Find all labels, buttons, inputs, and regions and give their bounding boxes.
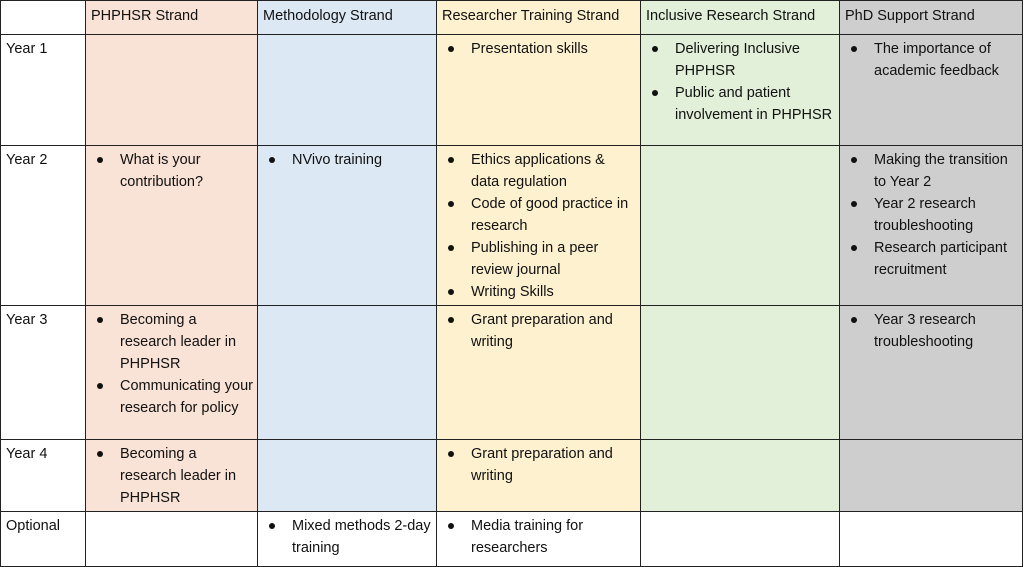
cell-researcher-training (437, 35, 641, 146)
cell-methodology (258, 306, 437, 440)
header-methodology-strand: Methodology Strand (258, 1, 437, 35)
bullet-list (442, 515, 636, 559)
cell-inclusive-research (641, 440, 840, 512)
list-item: Public and patient involvement in PHPHSR (646, 82, 835, 126)
list-item: Research participant recruitment (845, 237, 1018, 281)
row-label: Year 4 (1, 440, 86, 512)
cell-methodology (258, 440, 437, 512)
cell-phd-support (840, 440, 1023, 512)
bullet-list (263, 149, 432, 171)
cell-methodology (258, 512, 437, 567)
table-row (1, 306, 1023, 440)
cell-phphsr (86, 306, 258, 440)
table-row (1, 35, 1023, 146)
header-inclusive-research-strand: Inclusive Research Strand (641, 1, 840, 35)
header-corner-cell (1, 1, 86, 35)
bullet-list (646, 38, 835, 126)
list-item: Becoming a research leader in PHPHSR (91, 443, 253, 509)
list-item: Media training for researchers (442, 515, 636, 559)
row-label: Year 3 (1, 306, 86, 440)
cell-inclusive-research (641, 306, 840, 440)
list-item: The importance of academic feedback (845, 38, 1018, 82)
row-label: Year 1 (1, 35, 86, 146)
cell-phd-support (840, 306, 1023, 440)
bullet-list (845, 149, 1018, 281)
cell-researcher-training (437, 440, 641, 512)
list-item: Writing Skills (442, 281, 636, 303)
list-item: Presentation skills (442, 38, 636, 60)
cell-methodology (258, 35, 437, 146)
list-item: Ethics applications & data regulation (442, 149, 636, 193)
header-phphsr-strand: PHPHSR Strand (86, 1, 258, 35)
list-item: NVivo training (263, 149, 432, 171)
cell-phd-support (840, 146, 1023, 306)
header-row (1, 1, 1023, 35)
cell-phphsr (86, 146, 258, 306)
list-item: Making the transition to Year 2 (845, 149, 1018, 193)
cell-phphsr (86, 512, 258, 567)
cell-phphsr (86, 440, 258, 512)
table-body (1, 35, 1023, 567)
list-item: What is your contribution? (91, 149, 253, 193)
header-researcher-training-strand: Researcher Training Strand (437, 1, 641, 35)
header-phd-support-strand: PhD Support Strand (840, 1, 1023, 35)
bullet-list (442, 443, 636, 487)
list-item: Publishing in a peer review journal (442, 237, 636, 281)
cell-researcher-training (437, 146, 641, 306)
bullet-list (442, 309, 636, 353)
cell-researcher-training (437, 306, 641, 440)
list-item: Grant preparation and writing (442, 443, 636, 487)
table-row (1, 146, 1023, 306)
bullet-list (845, 38, 1018, 82)
cell-phd-support (840, 512, 1023, 567)
list-item: Year 2 research troubleshooting (845, 193, 1018, 237)
list-item: Delivering Inclusive PHPHSR (646, 38, 835, 82)
table-row (1, 512, 1023, 567)
cell-researcher-training (437, 512, 641, 567)
bullet-list (442, 38, 636, 60)
bullet-list (442, 149, 636, 303)
cell-methodology (258, 146, 437, 306)
list-item: Grant preparation and writing (442, 309, 636, 353)
list-item: Code of good practice in research (442, 193, 636, 237)
cell-inclusive-research (641, 146, 840, 306)
bullet-list (91, 149, 253, 193)
cell-inclusive-research (641, 35, 840, 146)
list-item: Mixed methods 2-day training (263, 515, 432, 559)
cell-phd-support (840, 35, 1023, 146)
row-label: Year 2 (1, 146, 86, 306)
bullet-list (845, 309, 1018, 353)
cell-inclusive-research (641, 512, 840, 567)
list-item: Becoming a research leader in PHPHSR (91, 309, 253, 375)
cell-phphsr (86, 35, 258, 146)
row-label: Optional (1, 512, 86, 567)
table-row (1, 440, 1023, 512)
list-item: Communicating your research for policy (91, 375, 253, 419)
bullet-list (91, 443, 253, 509)
list-item: Year 3 research troubleshooting (845, 309, 1018, 353)
bullet-list (263, 515, 432, 559)
bullet-list (91, 309, 253, 419)
